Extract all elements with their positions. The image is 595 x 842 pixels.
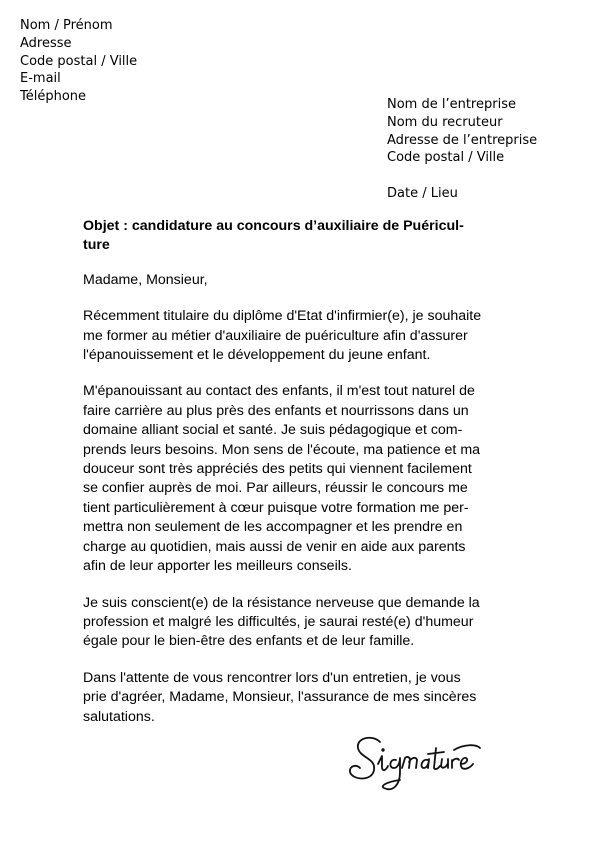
paragraph-1 bbox=[83, 307, 523, 365]
paragraph-line: domaine alliant social et santé. Je suis pédagogique et com- bbox=[83, 422, 463, 439]
paragraph-line: salutations. bbox=[83, 708, 155, 725]
subject-line-2: ture bbox=[83, 237, 110, 254]
paragraph-line: égale pour le bien-être des enfants et de leur famille. bbox=[83, 633, 415, 650]
paragraph-line: profession et malgré les difficultés, je saurai resté(e) d'humeur bbox=[83, 613, 474, 630]
letter-body bbox=[83, 217, 523, 744]
paragraph-line: charge au quotidien, mais aussi de venir en aide aux parents bbox=[83, 538, 466, 555]
salutation-text: Madame, Monsieur, bbox=[83, 271, 208, 288]
paragraph-line: M'épanouissant au contact des enfants, il m'est tout naturel de bbox=[83, 383, 475, 400]
paragraph-line: faire carrière au plus près des enfants et nourrissons dans un bbox=[83, 402, 469, 419]
sender-address: Adresse bbox=[20, 35, 72, 51]
salutation bbox=[83, 271, 523, 290]
recipient-block bbox=[387, 96, 537, 203]
paragraph-line: mettra non seulement de les accompagner et les prendre en bbox=[83, 519, 463, 536]
paragraph-line: douceur sont très appréciés des petits qui viennent facilement bbox=[83, 461, 472, 478]
handwritten-signature bbox=[342, 728, 502, 808]
paragraph-line: me former au métier d'auxiliaire de puériculture afin d'assurer bbox=[83, 327, 468, 344]
date-place: Date / Lieu bbox=[387, 186, 458, 202]
paragraph-3 bbox=[83, 594, 523, 652]
paragraph-line: afin de leur apporter les meilleurs conseils. bbox=[83, 558, 352, 575]
sender-phone: Téléphone bbox=[20, 89, 87, 105]
recipient-address: Adresse de l’entreprise bbox=[387, 132, 538, 148]
paragraph-line: Je suis conscient(e) de la résistance nerveuse que demande la bbox=[83, 594, 480, 611]
sender-block bbox=[20, 17, 137, 106]
paragraph-line: prends leurs besoins. Mon sens de l'écoute, ma patience et ma bbox=[83, 441, 481, 458]
sender-name: Nom / Prénom bbox=[20, 18, 113, 33]
subject-line-1: Objet : candidature au concours d’auxiliaire de Puéricul- bbox=[83, 218, 464, 234]
recipient-postal-city: Code postal / Ville bbox=[387, 150, 505, 166]
paragraph-line: Dans l'attente de vous rencontrer lors d'un entretien, je vous bbox=[83, 669, 461, 686]
sender-postal-city: Code postal / Ville bbox=[20, 53, 138, 69]
paragraph-4 bbox=[83, 669, 523, 727]
paragraph-line: tient particulièrement à cœur puisque votre formation me per- bbox=[83, 499, 469, 516]
paragraph-2 bbox=[83, 382, 523, 576]
recipient-recruiter: Nom du recruteur bbox=[387, 114, 503, 130]
sender-email: E-mail bbox=[20, 71, 61, 87]
subject-line bbox=[83, 217, 523, 256]
paragraph-line: l'épanouissement et le développement du jeune enfant. bbox=[83, 347, 431, 364]
paragraph-line: prie d'agréer, Madame, Monsieur, l'assurance de mes sincères bbox=[83, 689, 477, 706]
paragraph-line: Récemment titulaire du diplôme d'Etat d'infirmier(e), je souhaite bbox=[83, 308, 482, 325]
paragraph-line: se confier auprès de moi. Par ailleurs, réussir le concours me bbox=[83, 480, 468, 497]
recipient-company: Nom de l’entreprise bbox=[387, 97, 516, 112]
